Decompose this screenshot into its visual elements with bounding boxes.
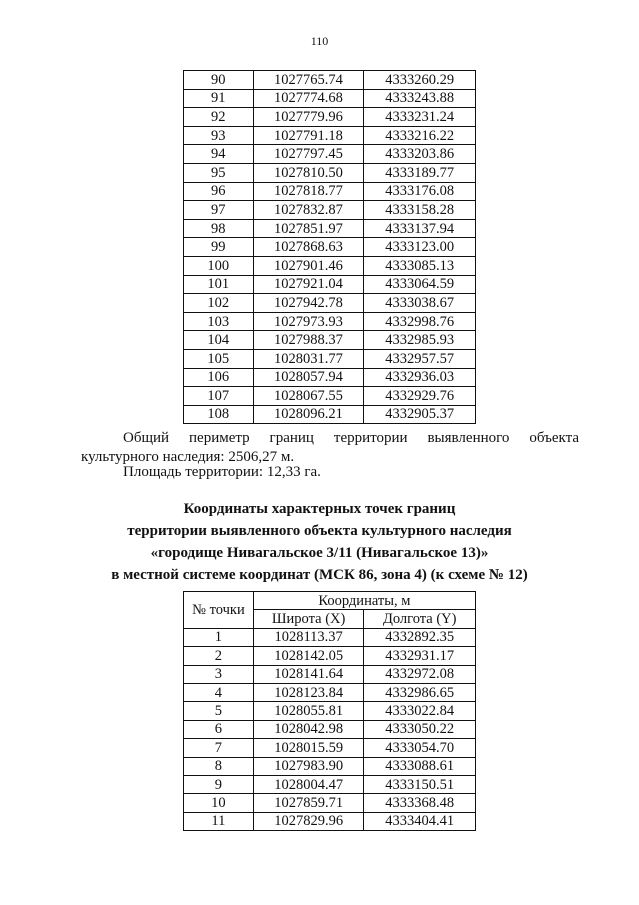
point-number-cell: 92: [184, 108, 254, 127]
latitude-cell: 1028113.37: [253, 628, 364, 646]
longitude-cell: 4332931.17: [364, 647, 476, 665]
latitude-cell: 1027988.37: [253, 331, 364, 350]
header-coordinates: Координаты, м: [253, 592, 475, 610]
longitude-cell: 4332998.76: [364, 312, 476, 331]
latitude-cell: 1027810.50: [253, 163, 364, 182]
latitude-cell: 1028142.05: [253, 647, 364, 665]
longitude-cell: 4332985.93: [364, 331, 476, 350]
header-latitude: Широта (X): [253, 610, 364, 628]
longitude-cell: 4333022.84: [364, 702, 476, 720]
latitude-cell: 1027921.04: [253, 275, 364, 294]
latitude-cell: 1027774.68: [253, 89, 364, 108]
latitude-cell: 1028004.47: [253, 775, 364, 793]
table-row: [184, 387, 476, 406]
table-row: [184, 331, 476, 350]
table-row: [184, 812, 476, 830]
point-number-cell: 7: [184, 739, 254, 757]
heading-line-1: Координаты характерных точек границ: [183, 501, 456, 517]
longitude-cell: 4333137.94: [364, 219, 476, 238]
continued-coordinates-table: [183, 70, 476, 424]
latitude-cell: 1027851.97: [253, 219, 364, 238]
longitude-cell: 4332957.57: [364, 349, 476, 368]
table-row: [184, 720, 476, 738]
table-row: [184, 219, 476, 238]
longitude-cell: 4333203.86: [364, 145, 476, 164]
latitude-cell: 1027983.90: [253, 757, 364, 775]
longitude-cell: 4333050.22: [364, 720, 476, 738]
point-number-cell: 94: [184, 145, 254, 164]
latitude-cell: 1028031.77: [253, 349, 364, 368]
point-number-cell: 91: [184, 89, 254, 108]
point-number-cell: 105: [184, 349, 254, 368]
point-number-cell: 5: [184, 702, 254, 720]
heading-line-3: «городище Нивагальское 3/11 (Нивагальское 13)»: [150, 545, 489, 561]
latitude-cell: 1027829.96: [253, 812, 364, 830]
page-number: 110: [310, 34, 329, 48]
point-number-cell: 11: [184, 812, 254, 830]
coordinates-table-body: [184, 628, 476, 830]
point-number-cell: 98: [184, 219, 254, 238]
point-number-cell: 9: [184, 775, 254, 793]
point-number-cell: 8: [184, 757, 254, 775]
longitude-cell: 4333176.08: [364, 182, 476, 201]
longitude-cell: 4333158.28: [364, 201, 476, 220]
longitude-cell: 4333243.88: [364, 89, 476, 108]
longitude-cell: 4332929.76: [364, 387, 476, 406]
latitude-cell: 1028096.21: [253, 405, 364, 424]
latitude-cell: 1028057.94: [253, 368, 364, 387]
longitude-cell: 4333231.24: [364, 108, 476, 127]
point-number-cell: 97: [184, 201, 254, 220]
point-number-cell: 2: [184, 647, 254, 665]
table-row: [184, 89, 476, 108]
longitude-cell: 4332905.37: [364, 405, 476, 424]
heading-line-4: в местной системе координат (МСК 86, зона 4) (к схеме № 12): [111, 567, 528, 583]
table-row: [184, 238, 476, 257]
point-number-cell: 101: [184, 275, 254, 294]
table-row: [184, 665, 476, 683]
table-row: [184, 739, 476, 757]
latitude-cell: 1027791.18: [253, 126, 364, 145]
longitude-cell: 4333260.29: [364, 71, 476, 90]
header-row: [184, 592, 476, 610]
table-row: [184, 275, 476, 294]
latitude-cell: 1027942.78: [253, 294, 364, 313]
table-row: [184, 201, 476, 220]
latitude-cell: 1027868.63: [253, 238, 364, 257]
table-row: [184, 368, 476, 387]
table-row: [184, 757, 476, 775]
point-number-cell: 90: [184, 71, 254, 90]
table-row: [184, 256, 476, 275]
longitude-cell: 4333038.67: [364, 294, 476, 313]
longitude-cell: 4332892.35: [364, 628, 476, 646]
point-number-cell: 4: [184, 683, 254, 701]
table-row: [184, 108, 476, 127]
point-number-cell: 104: [184, 331, 254, 350]
table-row: [184, 312, 476, 331]
point-number-cell: 100: [184, 256, 254, 275]
longitude-cell: 4333088.61: [364, 757, 476, 775]
latitude-cell: 1027818.77: [253, 182, 364, 201]
longitude-cell: 4333064.59: [364, 275, 476, 294]
longitude-cell: 4333054.70: [364, 739, 476, 757]
longitude-cell: 4332972.08: [364, 665, 476, 683]
table-row: [184, 182, 476, 201]
table-row: [184, 71, 476, 90]
point-number-cell: 10: [184, 794, 254, 812]
point-number-cell: 102: [184, 294, 254, 313]
point-number-cell: 6: [184, 720, 254, 738]
coordinates-table: [183, 591, 476, 831]
table-row: [184, 405, 476, 424]
latitude-cell: 1028015.59: [253, 739, 364, 757]
continued-table-body: [184, 71, 476, 424]
point-number-cell: 3: [184, 665, 254, 683]
table-row: [184, 294, 476, 313]
latitude-cell: 1027779.96: [253, 108, 364, 127]
header-longitude: Долгота (Y): [364, 610, 476, 628]
table-row: [184, 647, 476, 665]
latitude-cell: 1028141.64: [253, 665, 364, 683]
longitude-cell: 4333216.22: [364, 126, 476, 145]
heading-line-2: территории выявленного объекта культурного наследия: [127, 523, 512, 539]
longitude-cell: 4333368.48: [364, 794, 476, 812]
table-row: [184, 126, 476, 145]
point-number-cell: 1: [184, 628, 254, 646]
table-row: [184, 349, 476, 368]
table-row: [184, 775, 476, 793]
table-row: [184, 683, 476, 701]
latitude-cell: 1028067.55: [253, 387, 364, 406]
latitude-cell: 1028123.84: [253, 683, 364, 701]
table-row: [184, 794, 476, 812]
latitude-cell: 1027765.74: [253, 71, 364, 90]
area-text: Площадь территории: 12,33 га.: [123, 464, 321, 480]
longitude-cell: 4333404.41: [364, 812, 476, 830]
table-row: [184, 163, 476, 182]
longitude-cell: 4332986.65: [364, 683, 476, 701]
longitude-cell: 4332936.03: [364, 368, 476, 387]
header-point-number: № точки: [184, 592, 254, 629]
longitude-cell: 4333085.13: [364, 256, 476, 275]
point-number-cell: 106: [184, 368, 254, 387]
coordinates-table-header: [184, 592, 476, 629]
latitude-cell: 1027901.46: [253, 256, 364, 275]
latitude-cell: 1027797.45: [253, 145, 364, 164]
point-number-cell: 96: [184, 182, 254, 201]
latitude-cell: 1028042.98: [253, 720, 364, 738]
longitude-cell: 4333189.77: [364, 163, 476, 182]
point-number-cell: 95: [184, 163, 254, 182]
table-row: [184, 628, 476, 646]
table-row: [184, 702, 476, 720]
table-row: [184, 145, 476, 164]
point-number-cell: 107: [184, 387, 254, 406]
point-number-cell: 99: [184, 238, 254, 257]
point-number-cell: 93: [184, 126, 254, 145]
perimeter-text: Общий периметр границ территории выявленного объекта культурного наследия: 2506,27 м.: [81, 430, 579, 465]
longitude-cell: 4333150.51: [364, 775, 476, 793]
point-number-cell: 108: [184, 405, 254, 424]
latitude-cell: 1028055.81: [253, 702, 364, 720]
latitude-cell: 1027973.93: [253, 312, 364, 331]
point-number-cell: 103: [184, 312, 254, 331]
latitude-cell: 1027832.87: [253, 201, 364, 220]
latitude-cell: 1027859.71: [253, 794, 364, 812]
longitude-cell: 4333123.00: [364, 238, 476, 257]
